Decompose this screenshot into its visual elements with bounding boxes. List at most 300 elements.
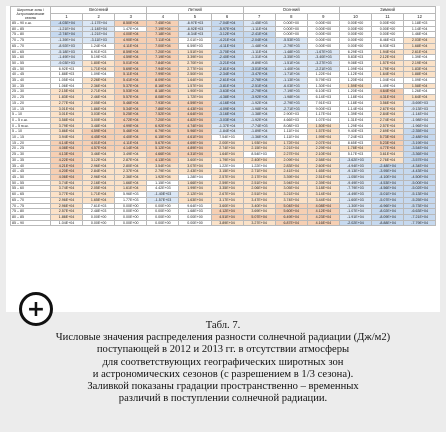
- value-cell: -1.11E+04: [243, 49, 275, 55]
- value-cell: -1.98E+04: [243, 106, 275, 112]
- value-cell: 0.00E+00: [179, 214, 211, 220]
- value-cell: 1.92E+04: [147, 174, 179, 180]
- value-cell: 6.87E+04: [275, 220, 307, 226]
- value-cell: 2.60E+04: [307, 163, 339, 169]
- value-cell: 3.05E+04: [275, 186, 307, 192]
- value-cell: 1.17E+04: [307, 112, 339, 118]
- value-cell: -1.49E+04: [51, 55, 83, 61]
- value-cell: 0.00E+00: [339, 43, 371, 49]
- value-cell: 7.61E+03: [83, 203, 115, 209]
- value-cell: 2.96E+04: [83, 174, 115, 180]
- value-cell: 0.00E+00: [83, 220, 115, 226]
- value-cell: -2.79E+04: [243, 89, 275, 95]
- latitude-cell: 15 – 20: [11, 100, 51, 106]
- value-cell: -1.98E+04: [404, 117, 436, 123]
- value-cell: 2.57E+04: [211, 174, 243, 180]
- value-cell: 4.13E+04: [51, 152, 83, 158]
- value-cell: 4.45E+04: [83, 135, 115, 141]
- value-cell: 3.94E+04: [275, 180, 307, 186]
- value-cell: -4.03E+04: [51, 21, 83, 27]
- value-cell: 7.99E+04: [147, 72, 179, 78]
- value-cell: -1.17E+04: [83, 21, 115, 27]
- latitude-cell: 50 – 55: [11, 180, 51, 186]
- value-cell: 7.24E+03: [339, 135, 371, 141]
- value-cell: 5.79E+03: [307, 78, 339, 84]
- value-cell: -4.49E+03: [339, 192, 371, 198]
- value-cell: 4.99E+04: [115, 123, 147, 129]
- value-cell: 1.90E+04: [179, 89, 211, 95]
- caption-line: Заливкой показаны градации пространственно – временных: [87, 381, 359, 393]
- latitude-cell: 45 – 50: [11, 66, 51, 72]
- value-cell: 1.83E+04: [51, 95, 83, 101]
- value-cell: 1.71E+04: [83, 192, 115, 198]
- value-cell: 2.67E+04: [211, 192, 243, 198]
- value-cell: 6.49E+04: [275, 214, 307, 220]
- value-cell: 1.93E+04: [243, 140, 275, 146]
- value-cell: 3.44E+04: [307, 197, 339, 203]
- value-cell: 5.19E+03: [83, 55, 115, 61]
- season-winter-header: Зимний: [339, 7, 435, 14]
- latitude-cell: 25 – 30: [11, 152, 51, 158]
- value-cell: 2.79E+04: [147, 169, 179, 175]
- latitude-cell: 70 – 75: [11, 38, 51, 44]
- value-cell: 4.90E+04: [115, 38, 147, 44]
- value-cell: 1.99E+04: [307, 135, 339, 141]
- value-cell: 6.93E+03: [372, 43, 404, 49]
- value-cell: 0.00E+00: [372, 32, 404, 38]
- value-cell: 1.30E+04: [307, 83, 339, 89]
- value-cell: 4.64E+04: [372, 89, 404, 95]
- value-cell: -4.16E+04: [211, 100, 243, 106]
- value-cell: 9.64E+03: [179, 203, 211, 209]
- value-cell: 2.51E+04: [243, 192, 275, 198]
- value-cell: -1.71E+04: [275, 72, 307, 78]
- value-cell: 1.04E+04: [372, 78, 404, 84]
- value-cell: -5.73E+04: [404, 203, 436, 209]
- value-cell: 4.74E+04: [179, 123, 211, 129]
- value-cell: -2.79E+03: [275, 43, 307, 49]
- value-cell: 1.09E+04: [404, 78, 436, 84]
- value-cell: 0.00E+00: [147, 214, 179, 220]
- column-header: 5: [179, 14, 211, 21]
- value-cell: 2.39E+04: [307, 180, 339, 186]
- value-cell: 3.77E+04: [51, 192, 83, 198]
- value-cell: 1.04E+04: [51, 220, 83, 226]
- value-cell: 0.00E+00: [147, 203, 179, 209]
- value-cell: -4.50E+04: [404, 174, 436, 180]
- value-cell: 4.08E+04: [307, 203, 339, 209]
- latitude-cell: 85 – 90: [11, 220, 51, 226]
- value-cell: 0.00E+00: [339, 21, 371, 27]
- value-cell: 9.00E+03: [307, 106, 339, 112]
- value-cell: 9.08E+03: [339, 60, 371, 66]
- value-cell: -1.48E+03: [275, 49, 307, 55]
- value-cell: -1.13E+04: [275, 78, 307, 84]
- value-cell: 8.59E+04: [115, 49, 147, 55]
- value-cell: 4.59E+04: [179, 100, 211, 106]
- latitude-cell: 0 – 5 с.ш.: [11, 117, 51, 123]
- value-cell: 5.12E+04: [147, 146, 179, 152]
- caption-line: различий в поступлении солнечной радиации.: [118, 393, 328, 405]
- value-cell: 1.22E+04: [211, 163, 243, 169]
- value-cell: 1.14E+04: [404, 26, 436, 32]
- value-cell: 2.87E+04: [115, 157, 147, 163]
- value-cell: 4.31E+04: [372, 95, 404, 101]
- value-cell: 2.16E+04: [83, 180, 115, 186]
- value-cell: 5.17E+03: [339, 152, 371, 158]
- value-cell: 4.61E+04: [179, 135, 211, 141]
- value-cell: 4.11E+04: [115, 43, 147, 49]
- value-cell: 1.59E+04: [339, 83, 371, 89]
- value-cell: 1.50E+04: [307, 123, 339, 129]
- value-cell: 1.18E+04: [339, 95, 371, 101]
- season-autumn-header: Осенний: [243, 7, 339, 14]
- column-header: 9: [307, 14, 339, 21]
- latitude-cell: 20 – 25: [11, 146, 51, 152]
- value-cell: -2.48E+04: [372, 163, 404, 169]
- latitude-cell: 0 – 5 ю.ш.: [11, 123, 51, 129]
- value-cell: -3.47E+04: [243, 72, 275, 78]
- value-cell: 7.20E+04: [147, 49, 179, 55]
- value-cell: 2.59E+04: [211, 180, 243, 186]
- value-cell: 1.15E+04: [147, 180, 179, 186]
- value-cell: 1.64E+04: [404, 95, 436, 101]
- value-cell: -3.62E+03: [339, 157, 371, 163]
- plus-icon: +: [26, 296, 46, 322]
- value-cell: -5.97E+04: [211, 26, 243, 32]
- value-cell: -2.76E+04: [243, 78, 275, 84]
- season-spring-header: Весенний: [51, 7, 147, 14]
- value-cell: 1.22E+04: [307, 72, 339, 78]
- value-cell: -1.67E+03: [307, 49, 339, 55]
- value-cell: -1.98E+04: [275, 95, 307, 101]
- value-cell: -3.01E+04: [243, 66, 275, 72]
- caption-line: Числовые значения распределения разности солнечной радиации (Дж/м2): [55, 332, 391, 344]
- value-cell: 2.71E+04: [243, 169, 275, 175]
- value-cell: 3.00E+04: [83, 117, 115, 123]
- value-cell: 1.58E+04: [404, 83, 436, 89]
- value-cell: -2.71E+03: [275, 106, 307, 112]
- value-cell: 4.42E+03: [147, 186, 179, 192]
- value-cell: 2.05E+04: [83, 186, 115, 192]
- value-cell: -1.05E+04: [339, 174, 371, 180]
- value-cell: 4.14E+04: [115, 146, 147, 152]
- value-cell: -3.12E+04: [211, 32, 243, 38]
- latitude-cell: 25 – 30: [11, 89, 51, 95]
- value-cell: 3.01E+04: [51, 112, 83, 118]
- value-cell: 2.90E+03: [275, 112, 307, 118]
- value-cell: 7.84E+04: [147, 60, 179, 66]
- value-cell: -1.48E+04: [243, 43, 275, 49]
- value-cell: -2.51E+04: [243, 83, 275, 89]
- value-cell: 2.77E+04: [51, 100, 83, 106]
- value-cell: -6.96E+04: [372, 203, 404, 209]
- value-cell: -1.38E+04: [243, 112, 275, 118]
- column-header: 1: [51, 14, 83, 21]
- column-header: 12: [404, 14, 436, 21]
- caption-line: для соответствующих географических широтных зон: [102, 356, 344, 368]
- value-cell: -8.92E+03: [51, 43, 83, 49]
- value-cell: -7.04E+04: [211, 21, 243, 27]
- value-cell: -2.79E+03: [275, 100, 307, 106]
- column-header: 3: [115, 14, 147, 21]
- value-cell: -1.31E+04: [243, 55, 275, 61]
- value-cell: 3.94E+04: [51, 135, 83, 141]
- value-cell: 4.11E+04: [115, 140, 147, 146]
- column-header: 6: [211, 14, 243, 21]
- value-cell: 5.11E+04: [115, 72, 147, 78]
- value-cell: 6.59E+03: [179, 43, 211, 49]
- value-cell: 3.74E+04: [51, 180, 83, 186]
- value-cell: 4.00E+04: [115, 32, 147, 38]
- table-row: [11, 220, 436, 226]
- value-cell: -5.25E+04: [404, 197, 436, 203]
- value-cell: 7.86E+04: [147, 106, 179, 112]
- value-cell: -3.70E+04: [211, 49, 243, 55]
- value-cell: 5.46E+04: [115, 100, 147, 106]
- value-cell: 1.57E+04: [307, 129, 339, 135]
- value-cell: 1.09E+04: [339, 66, 371, 72]
- value-cell: 8.16E+04: [147, 83, 179, 89]
- value-cell: 1.79E+04: [211, 157, 243, 163]
- value-cell: -4.09E+04: [211, 106, 243, 112]
- value-cell: 1.20E+04: [339, 78, 371, 84]
- value-cell: 3.74E+04: [275, 197, 307, 203]
- value-cell: 0.00E+00: [307, 26, 339, 32]
- value-cell: 1.18E+03: [404, 21, 436, 27]
- value-cell: 5.60E+04: [275, 209, 307, 215]
- value-cell: -3.63E+04: [211, 89, 243, 95]
- value-cell: 1.79E+04: [372, 66, 404, 72]
- value-cell: 2.57E+04: [51, 209, 83, 215]
- value-cell: 4.23E+04: [307, 214, 339, 220]
- value-cell: 1.86E+04: [51, 214, 83, 220]
- value-cell: -3.03E+04: [211, 117, 243, 123]
- value-cell: 0.00E+00: [83, 214, 115, 220]
- value-cell: -3.36E+04: [404, 152, 436, 158]
- value-cell: 1.64E+04: [211, 152, 243, 158]
- value-cell: -3.35E+03: [275, 55, 307, 61]
- latitude-cell: 85 – 90 с.ш.: [11, 21, 51, 27]
- latitude-cell: 65 – 70: [11, 197, 51, 203]
- value-cell: 4.51E+04: [211, 214, 243, 220]
- value-cell: 3.48E+04: [83, 123, 115, 129]
- value-cell: 2.09E+04: [275, 157, 307, 163]
- value-cell: 1.86E+04: [83, 106, 115, 112]
- column-header: 2: [83, 14, 115, 21]
- value-cell: 1.22E+04: [243, 163, 275, 169]
- column-header: 10: [339, 14, 371, 21]
- latitude-cell: 60 – 65: [11, 49, 51, 55]
- value-cell: -9.13E+03: [404, 106, 436, 112]
- value-cell: 4.64E+04: [179, 112, 211, 118]
- season-header-row: [11, 7, 436, 14]
- value-cell: 0.00E+00: [179, 220, 211, 226]
- value-cell: 2.12E+04: [179, 192, 211, 198]
- latitude-cell: 80 – 85: [11, 26, 51, 32]
- value-cell: 1.78E+04: [339, 146, 371, 152]
- value-cell: 1.49E+04: [372, 83, 404, 89]
- value-cell: -3.16E+04: [211, 112, 243, 118]
- value-cell: -1.39E+04: [51, 38, 83, 44]
- value-cell: 0.00E+00: [339, 32, 371, 38]
- value-cell: 4.59E+04: [115, 55, 147, 61]
- value-cell: -1.40E+03: [147, 192, 179, 198]
- latitude-cell: 35 – 40: [11, 163, 51, 169]
- value-cell: 0.00E+00: [307, 43, 339, 49]
- value-cell: 1.71E+04: [83, 66, 115, 72]
- value-cell: 1.29E+04: [339, 123, 371, 129]
- latitude-cell: 35 – 40: [11, 78, 51, 84]
- value-cell: 8.46E+03: [372, 38, 404, 44]
- value-cell: 3.69E+04: [243, 209, 275, 215]
- latitude-cell: 15 – 20: [11, 140, 51, 146]
- value-cell: 5.83E+03: [339, 55, 371, 61]
- value-cell: 3.39E+04: [275, 174, 307, 180]
- caption-title: Табл. 7.: [205, 320, 241, 331]
- value-cell: -1.37E+04: [211, 123, 243, 129]
- value-cell: 4.13E+04: [147, 157, 179, 163]
- latitude-cell: 40 – 45: [11, 169, 51, 175]
- value-cell: 5.41E+04: [115, 78, 147, 84]
- value-cell: -1.92E+04: [243, 100, 275, 106]
- value-cell: 2.96E+04: [83, 163, 115, 169]
- value-cell: -6.63E+04: [404, 209, 436, 215]
- value-cell: -5.07E+04: [372, 197, 404, 203]
- value-cell: 3.49E+04: [115, 152, 147, 158]
- value-cell: 2.05E+04: [83, 100, 115, 106]
- value-cell: 1.65E+04: [307, 169, 339, 175]
- value-cell: 0.00E+00: [275, 21, 307, 27]
- value-cell: 7.19E+04: [147, 26, 179, 32]
- value-cell: 4.14E+04: [51, 140, 83, 146]
- value-cell: -9.13E+03: [339, 169, 371, 175]
- latitude-cell: 50 – 55: [11, 60, 51, 66]
- value-cell: 7.19E+04: [147, 55, 179, 61]
- value-cell: 6.91E+03: [83, 49, 115, 55]
- value-cell: 2.03E+04: [404, 38, 436, 44]
- value-cell: 3.18E+04: [307, 186, 339, 192]
- caption-line: и астрономических сезонов (с разрешением в 1/3 сезона).: [92, 368, 354, 380]
- value-cell: -1.21E+04: [51, 26, 83, 32]
- value-cell: 4.06E+04: [51, 174, 83, 180]
- value-cell: 5.69E+04: [115, 66, 147, 72]
- value-cell: 1.83E+04: [404, 66, 436, 72]
- value-cell: 1.65E+04: [83, 197, 115, 203]
- value-cell: 5.53E+04: [115, 89, 147, 95]
- latitude-cell: 75 – 80: [11, 32, 51, 38]
- value-cell: 2.17E+04: [243, 174, 275, 180]
- value-cell: -1.14E+04: [83, 26, 115, 32]
- value-cell: -1.91E+04: [339, 214, 371, 220]
- value-cell: 7.52E+04: [147, 112, 179, 118]
- value-cell: 1.72E+04: [179, 95, 211, 101]
- value-cell: 3.56E+04: [372, 100, 404, 106]
- value-cell: 8.09E+04: [147, 78, 179, 84]
- value-cell: 0.00E+00: [115, 209, 147, 215]
- table-caption: [0, 320, 446, 405]
- value-cell: 3.89E+04: [211, 220, 243, 226]
- value-cell: 2.06E+04: [243, 186, 275, 192]
- value-cell: -1.51E+04: [275, 60, 307, 66]
- value-cell: -7.19E+03: [275, 89, 307, 95]
- caption-line: поступающей в 2012 и 2013 гг. в отсутствии атмосферы: [96, 344, 350, 356]
- latitude-cell: 80 – 85: [11, 214, 51, 220]
- value-cell: -4.21E+04: [211, 38, 243, 44]
- value-cell: -1.45E+03: [243, 21, 275, 27]
- value-cell: 2.40E+04: [243, 157, 275, 163]
- value-cell: 3.03E+04: [83, 112, 115, 118]
- value-cell: 0.00E+00: [339, 26, 371, 32]
- value-cell: 0.00E+00: [307, 32, 339, 38]
- season-summer-header: Летний: [147, 7, 243, 14]
- latitude-cell: 60 – 65: [11, 192, 51, 198]
- value-cell: -8.02E+04: [372, 209, 404, 215]
- value-cell: 3.46E+04: [83, 152, 115, 158]
- value-cell: -4.34E+04: [404, 163, 436, 169]
- value-cell: -1.92E+04: [243, 117, 275, 123]
- value-cell: 4.16E+04: [307, 220, 339, 226]
- value-cell: 3.61E+04: [372, 152, 404, 158]
- zone-season-header: Широтные зоны / Астрономические сезоны: [11, 7, 51, 21]
- value-cell: -4.11E+04: [211, 43, 243, 49]
- value-cell: 4.43E+04: [179, 106, 211, 112]
- value-cell: 3.47E+04: [243, 197, 275, 203]
- value-cell: 1.63E+04: [179, 197, 211, 203]
- value-cell: -1.30E+04: [339, 203, 371, 209]
- value-cell: -7.74E+03: [243, 123, 275, 129]
- value-cell: -6.92E+03: [179, 26, 211, 32]
- value-cell: -7.79E+04: [404, 220, 436, 226]
- value-cell: 5.37E+04: [115, 83, 147, 89]
- value-cell: 1.68E+03: [179, 209, 211, 215]
- value-cell: 1.99E+04: [179, 186, 211, 192]
- value-cell: 2.83E+04: [275, 163, 307, 169]
- value-cell: 6.92E+04: [147, 123, 179, 129]
- latitude-cell: 45 – 50: [11, 174, 51, 180]
- value-cell: 2.58E+04: [307, 157, 339, 163]
- value-cell: -2.02E+04: [339, 220, 371, 226]
- value-cell: 3.12E+04: [83, 157, 115, 163]
- value-cell: 1.46E+04: [404, 32, 436, 38]
- value-cell: -3.81E+04: [211, 83, 243, 89]
- value-cell: 0.00E+00: [115, 220, 147, 226]
- latitude-cell: 75 – 80: [11, 209, 51, 215]
- value-cell: -2.34E+04: [211, 72, 243, 78]
- latitude-cell: 55 – 60: [11, 55, 51, 61]
- column-header: 8: [275, 14, 307, 21]
- value-cell: 3.40E+04: [243, 203, 275, 209]
- value-cell: -3.11E+03: [83, 38, 115, 44]
- latitude-cell: 65 – 70: [11, 43, 51, 49]
- latitude-cell: 30 – 35: [11, 83, 51, 89]
- value-cell: -5.53E+03: [275, 38, 307, 44]
- latitude-cell: 55 – 60: [11, 186, 51, 192]
- value-cell: -4.53E+04: [372, 180, 404, 186]
- column-header: 4: [147, 14, 179, 21]
- value-cell: 4.72E+04: [115, 117, 147, 123]
- value-cell: 1.31E+04: [339, 117, 371, 123]
- value-cell: 3.07E+04: [179, 163, 211, 169]
- value-cell: -2.40E+04: [211, 55, 243, 61]
- value-cell: 5.07E+04: [243, 214, 275, 220]
- value-cell: -1.57E+03: [147, 197, 179, 203]
- latitude-cell: 30 – 35: [11, 157, 51, 163]
- value-cell: 3.58E+04: [51, 117, 83, 123]
- value-cell: 1.06E+04: [51, 83, 83, 89]
- latitude-cell: 10 – 15: [11, 106, 51, 112]
- value-cell: -9.03E+03: [51, 60, 83, 66]
